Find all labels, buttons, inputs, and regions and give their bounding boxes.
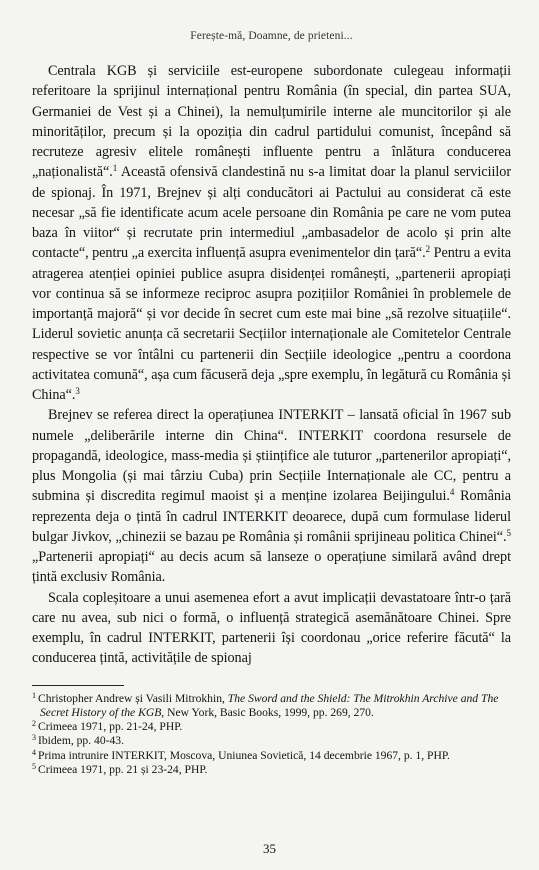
paragraph-text: Brejnev se referea direct la operațiunea INTERKIT – lansată oficial în 1967 sub numele „deliberările interne din China“. INTERKIT coordona resursele de propagandă, ideologice, mass-media și științifice ale tuturor „partenerilor apropiați“, plus Mongolia (și mai târziu Cuba) prin Secțiile Internaționale ale CC, pentru a submina și discredita regimul maoist și a menține izolarea Beijingului. <box>32 407 511 505</box>
footnote-number: 5 <box>32 761 36 771</box>
footnote-separator <box>32 685 124 686</box>
paragraph-text: „Partenerii apropiați“ au decis acum să lanseze o operațiune similară având drept țintă exclusiv România. <box>32 549 511 586</box>
footnote-text: Crimeea 1971, pp. 21-24, PHP. <box>38 720 183 734</box>
paragraph-text: Scala copleșitoare a unui asemenea efort a avut implicații devastatoare într-o țară care nu avea, sub nici o formă, o influență strategică asemănătoare Chinei. Spre exemplu, în cadrul INTERKIT, partenerii își coordonau „orice referire făcută“ la conducerea țintă, activitățile de spionaj <box>32 589 511 667</box>
footnote-number: 3 <box>32 733 36 743</box>
footnote <box>32 692 511 721</box>
footnote-number: 1 <box>32 690 36 700</box>
footnote-reference: 4 <box>449 487 455 498</box>
footnote-text: Crimeea 1971, pp. 21 și 23-24, PHP. <box>38 762 208 776</box>
body-paragraph <box>32 588 511 669</box>
footnote-reference: 5 <box>506 527 511 538</box>
footnote-reference: 2 <box>425 244 431 255</box>
paragraph-text: Pentru a evita atragerea atenției opiniei publice asupra disidenței românești, „partenerii apropiați vor continua să se informeze reciproc asupra pozițiilor României în problemele de importanță majoră“ și vor decide în secret cum este mai bine „să rezolve situațiile“. Liderul sovietic anunța că secretarii Secțiilor internaționale ale Comitetelor Centrale respective se vor întâlni cu partenerii din Secțiile ideologice „pentru a coordona activitatea comună“, așa cum făcuseră deja „spre exemplu, în legătură cu România și China“. <box>32 245 511 403</box>
footnote <box>32 734 511 748</box>
footnote-title: The Sword and the Shield: The Mitrokhin Archive and The Secret History of the KGB <box>40 691 499 719</box>
footnote <box>32 749 511 763</box>
footnote-text: , New York, Basic Books, 1999, pp. 269, 270. <box>161 705 374 719</box>
paragraph-text: România reprezenta deja o țintă în cadrul INTERKIT deoarece, după cum formulase liderul bulgar Jivkov, „chinezii se bazau pe România și românii sprijineau politica Chinei“. <box>32 488 512 545</box>
footnote-text: Ibidem, pp. 40-43. <box>38 734 124 748</box>
body-text <box>32 61 511 669</box>
paragraph-text: Centrala KGB și serviciile est-europene subordonate culegeau informații referitoare la sprijinul internațional pentru România (în special, din partea SUA, Germaniei de Vest și a Chinei), la nemulțumirile interne ale muncitorilor și ale minorităților, precum și la opoziția din cadrul partidului comunist, începând să recruteze agresiv elitele românești influente pentru a înlătura conducerea „naționalistă“. <box>32 63 511 181</box>
body-paragraph <box>32 61 511 405</box>
footnote <box>32 763 511 777</box>
footnotes <box>32 692 511 778</box>
footnote-reference: 3 <box>75 386 80 396</box>
footnote-number: 2 <box>32 719 36 729</box>
footnote-number: 4 <box>32 747 36 757</box>
footnote-reference: 1 <box>112 163 118 174</box>
paragraph-text: Această ofensivă clandestină nu s-a limitat doar la planul serviciilor de spionaj. În 1971, Brejnev și alți conducători ai Pactului au considerat că este necesar „să fie identificate acum acele persoane din România pe care ne vom putea baza în viitor“ și recrutate prin intermediul „ambasadelor de acolo și prin alte contacte“, pentru „a exercita influență asupra evenimentelor din țară“. <box>32 164 511 262</box>
running-header: Ferește-mă, Doamne, de prieteni... <box>190 30 353 42</box>
footnote <box>32 720 511 734</box>
page-number: 35 <box>263 841 276 856</box>
body-paragraph <box>32 405 511 587</box>
footnote-text: Prima intrunire INTERKIT, Moscova, Uniunea Sovietică, 14 decembrie 1967, p. 1, PHP. <box>38 748 450 762</box>
footnote-text: Christopher Andrew și Vasili Mitrokhin, <box>38 691 228 705</box>
